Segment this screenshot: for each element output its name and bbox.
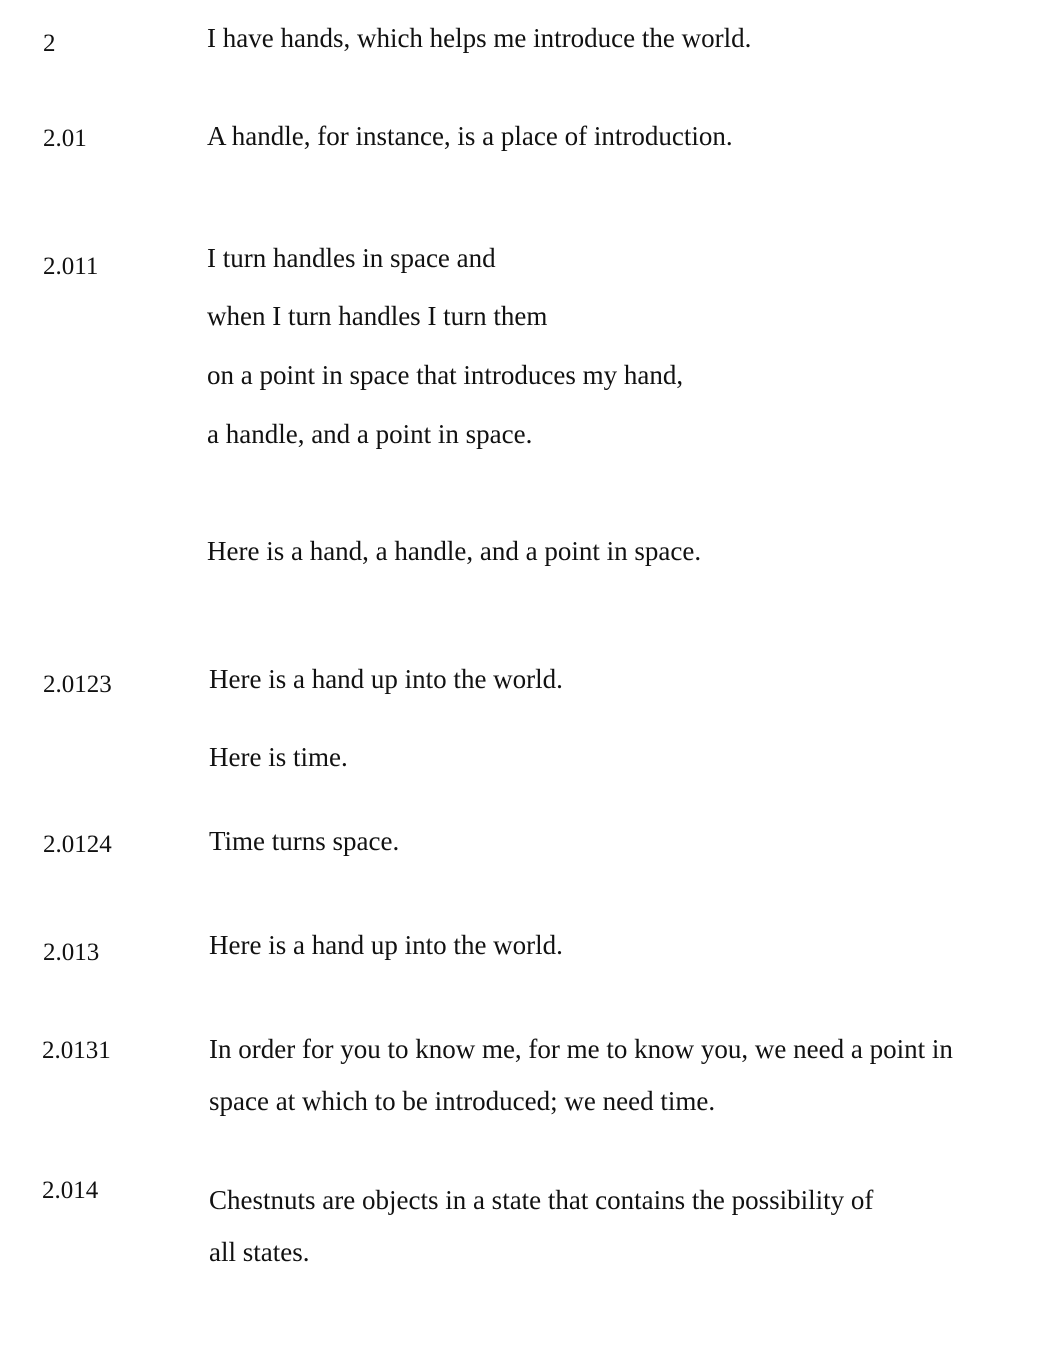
proposition-text-line: A handle, for instance, is a place of introduction. — [207, 121, 733, 151]
proposition-number: 2.0123 — [43, 671, 112, 698]
proposition-text-line: all states. — [209, 1237, 310, 1267]
proposition-number: 2.0124 — [43, 831, 112, 858]
proposition-text-line: I turn handles in space and — [207, 243, 496, 273]
proposition-text-line: Here is time. — [209, 742, 348, 772]
proposition-text-line: on a point in space that introduces my hand, — [207, 360, 684, 390]
proposition-text-line: In order for you to know me, for me to know you, we need a point in — [209, 1034, 953, 1064]
proposition-text-line: Here is a hand, a handle, and a point in space. — [207, 536, 702, 566]
proposition-number: 2 — [43, 30, 56, 57]
proposition-number: 2.013 — [43, 939, 100, 966]
proposition-text-line: Time turns space. — [209, 826, 400, 856]
proposition-number: 2.01 — [43, 125, 87, 152]
proposition-text-line: a handle, and a point in space. — [207, 419, 533, 449]
proposition-text-line: space at which to be introduced; we need time. — [209, 1086, 716, 1116]
proposition-text-line: Chestnuts are objects in a state that contains the possibility of — [209, 1185, 874, 1215]
proposition-text-line: Here is a hand up into the world. — [209, 664, 563, 694]
proposition-number: 2.011 — [43, 253, 99, 280]
proposition-text-line: Here is a hand up into the world. — [209, 930, 563, 960]
proposition-text-line: I have hands, which helps me introduce the world. — [207, 23, 752, 53]
proposition-text-line: when I turn handles I turn them — [207, 301, 548, 331]
proposition-number: 2.0131 — [42, 1037, 111, 1064]
proposition-number: 2.014 — [42, 1177, 99, 1204]
